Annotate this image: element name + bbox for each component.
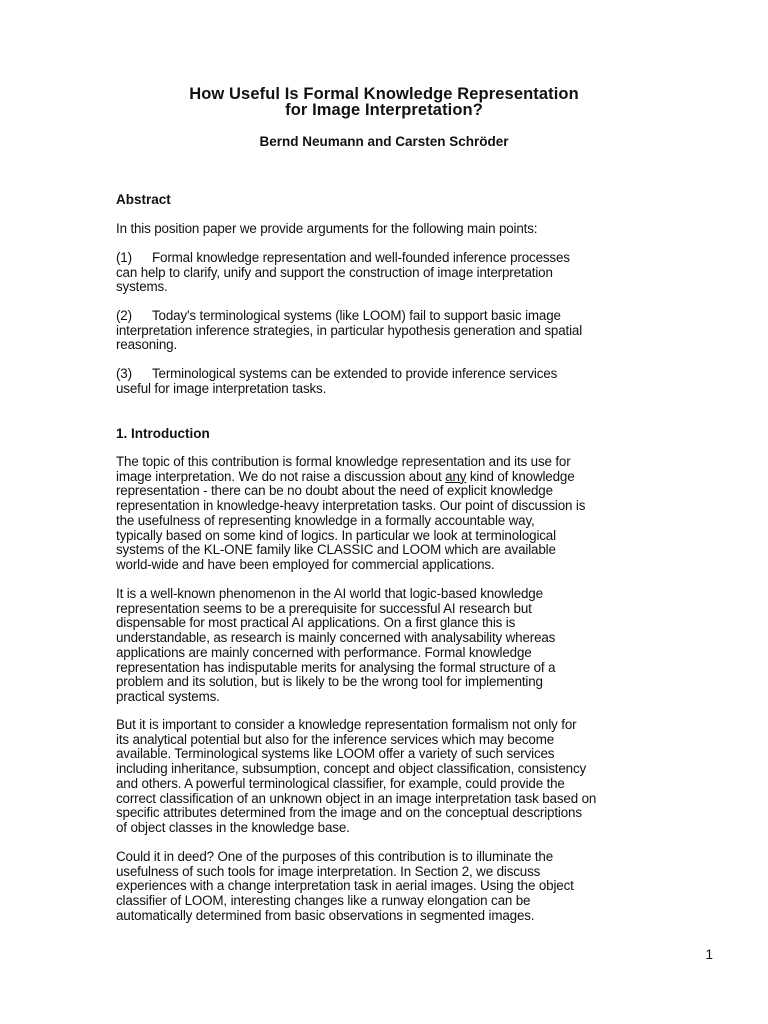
text-line: and others. A powerful terminological classifier, for example, could provide the — [116, 775, 565, 791]
text-line: But it is important to consider a knowledge representation formalism not only for — [116, 717, 577, 732]
text-line: of object classes in the knowledge base. — [116, 819, 350, 835]
title-line: for Image Interpretation? — [285, 101, 483, 119]
text-line: dispensable for most practical AI applications. On a first glance this is — [116, 615, 516, 631]
text-line: representation has indisputable merits for analysing the formal structure of a — [116, 659, 556, 675]
text-line-with-emphasis: image interpretation. We do not raise a discussion about any kind of knowledge — [116, 468, 575, 484]
text-line: classifier of LOOM, interesting changes like a runway elongation can be — [116, 893, 531, 909]
abstract-point-2 — [116, 309, 656, 353]
emphasized-word: any — [445, 468, 467, 484]
text-line — [116, 309, 656, 324]
text-line: can help to clarify, unify and support the construction of image interpretation — [116, 264, 553, 280]
text-line: the usefulness of representing knowledge in a formally accountable way, — [116, 512, 535, 528]
point-text: Terminological systems can be extended to provide inference services — [152, 366, 558, 381]
intro-paragraph-2 — [116, 587, 656, 705]
text-line: useful for image interpretation tasks. — [116, 380, 327, 396]
text-line: experiences with a change interpretation task in aerial images. Using the object — [116, 878, 574, 894]
text-line: reasoning. — [116, 337, 178, 353]
text-line: systems of the KL-ONE family like CLASSIC and LOOM which are available — [116, 542, 556, 558]
text-line: correct classification of an unknown object in an image interpretation task based on — [116, 790, 597, 806]
point-number: (2) — [116, 308, 132, 323]
text-line: In this position paper we provide arguments for the following main points: — [116, 221, 538, 236]
text-line: The topic of this contribution is formal knowledge representation and its use for — [116, 454, 571, 469]
text-line: practical systems. — [116, 688, 220, 704]
text-line: world-wide and have been employed for commercial applications. — [116, 556, 495, 572]
text-line: available. Terminological systems like LOOM offer a variety of such services — [116, 746, 555, 762]
point-number: (1) — [116, 250, 132, 265]
text-line: specific attributes determined from the image and on the conceptual descriptions — [116, 805, 582, 821]
paper-title — [0, 86, 768, 118]
text-line — [116, 251, 656, 266]
introduction-heading: 1. Introduction — [116, 426, 210, 441]
text-line: interpretation inference strategies, in particular hypothesis generation and spatial — [116, 322, 583, 338]
text-line: applications are mainly concerned with performance. Formal knowledge — [116, 644, 532, 660]
text-line: systems. — [116, 279, 168, 295]
text-line: including inheritance, subsumption, concept and object classification, consistency — [116, 761, 587, 777]
text-line: typically based on some kind of logics. In particular we look at terminological — [116, 527, 556, 543]
authors: Bernd Neumann and Carsten Schröder — [259, 134, 509, 149]
text-line: representation seems to be a prerequisite for successful AI research but — [116, 600, 532, 616]
abstract-point-3 — [116, 367, 656, 396]
title-line: How Useful Is Formal Knowledge Representation — [189, 85, 579, 103]
text-line — [116, 367, 656, 382]
text-line: its analytical potential but also for the inference services which may become — [116, 731, 555, 747]
text-line: Could it in deed? One of the purposes of this contribution is to illuminate the — [116, 849, 554, 864]
abstract-intro — [116, 222, 656, 237]
intro-paragraph-3 — [116, 718, 656, 836]
text-line: usefulness of such tools for image interpretation. In Section 2, we discuss — [116, 863, 541, 879]
point-text: Today's terminological systems (like LOOM) fail to support basic image — [152, 308, 561, 323]
point-number: (3) — [116, 366, 132, 381]
page-number: 1 — [705, 947, 713, 962]
text-line: problem and its solution, but is likely to be the wrong tool for implementing — [116, 674, 543, 690]
text-line: representation in knowledge-heavy interpretation tasks. Our point of discussion is — [116, 498, 586, 514]
point-text: Formal knowledge representation and well-founded inference processes — [152, 250, 570, 265]
abstract-point-1 — [116, 251, 656, 295]
text-line: automatically determined from basic observations in segmented images. — [116, 907, 535, 923]
text-line: understandable, as research is mainly concerned with analysability whereas — [116, 630, 556, 646]
text-line: It is a well-known phenomenon in the AI world that logic-based knowledge — [116, 586, 543, 601]
text-line: representation - there can be no doubt about the need of explicit knowledge — [116, 483, 553, 499]
abstract-heading: Abstract — [116, 192, 171, 207]
intro-paragraph-4 — [116, 850, 656, 924]
intro-paragraph-1 — [116, 455, 656, 573]
